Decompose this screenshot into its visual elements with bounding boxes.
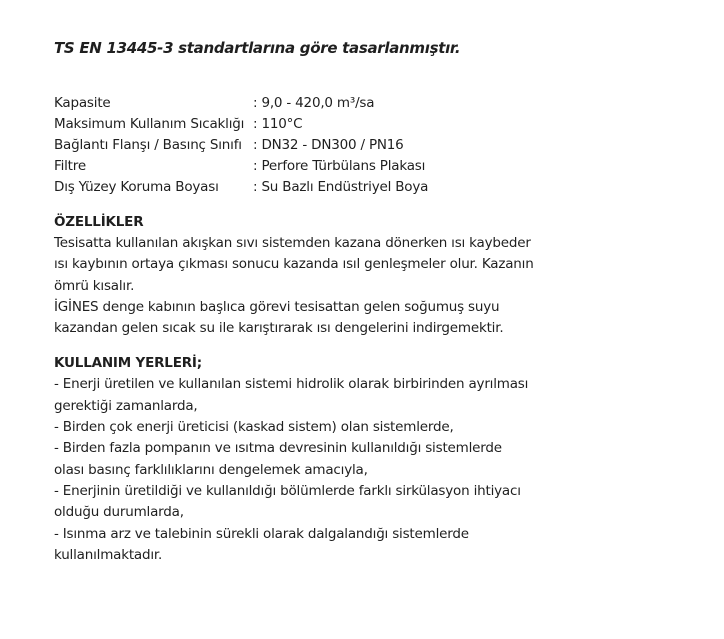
usage-list [54,374,534,566]
spec-row [54,113,428,134]
features-section [54,212,694,339]
usage-heading: KULLANIM YERLERİ; [54,355,202,372]
usage-list-item: - Enerji üretilen ve kullanılan sistemi hidrolik olarak birbirinden ayrılması gerektiği zamanlarda, [54,376,529,414]
spec-value: : 9,0 - 420,0 m³/sa [253,94,375,111]
features-paragraph: İGİNES denge kabının başlıca görevi tesisattan gelen soğumuş suyu kazandan gelen sıcak su ile karıştırarak ısı dengelerini indirgemektir. [54,298,504,337]
spec-label: Bağlantı Flanşı / Basınç Sınıfı [54,136,242,153]
usage-list-item: - Isınma arz ve talebinin sürekli olarak dalgalandığı sistemlerde kullanılmaktadır. [54,525,469,563]
spec-row [54,92,428,113]
standard-title: TS EN 13445-3 standartlarına göre tasarlanmıştır. [54,39,461,57]
spec-value: : DN32 - DN300 / PN16 [253,136,404,153]
spec-label: Kapasite [54,94,111,111]
spec-row [54,155,428,176]
spec-row [54,134,428,155]
spec-label: Filtre [54,157,86,174]
usage-section [54,353,694,566]
features-heading: ÖZELLİKLER [54,214,144,230]
spec-table [54,92,428,197]
spec-value: : Perfore Türbülans Plakası [253,157,426,174]
document-page [54,38,694,566]
spec-row [54,176,428,197]
usage-list-item: - Birden çok enerji üreticisi (kaskad sistem) olan sistemlerde, [54,419,454,436]
usage-list-item: - Birden fazla pompanın ve ısıtma devresinin kullanıldığı sistemlerde olası basınç farklılıklarını dengelemek amacıyla, [54,440,502,478]
spec-value: : Su Bazlı Endüstriyel Boya [253,178,429,195]
features-paragraph: Tesisatta kullanılan akışkan sıvı sistemden kazana dönerken ısı kaybeder ısı kaybının ortaya çıkması sonucu kazanda ısıl genleşmeler olur. Kazanın ömrü kısalır. [54,235,534,294]
spec-label: Dış Yüzey Koruma Boyası [54,178,219,195]
spec-value: : 110°C [253,115,303,132]
usage-list-item: - Enerjinin üretildiği ve kullanıldığı bölümlerde farklı sirkülasyon ihtiyacı olduğu durumlarda, [54,482,521,521]
spec-label: Maksimum Kullanım Sıcaklığı [54,115,245,132]
